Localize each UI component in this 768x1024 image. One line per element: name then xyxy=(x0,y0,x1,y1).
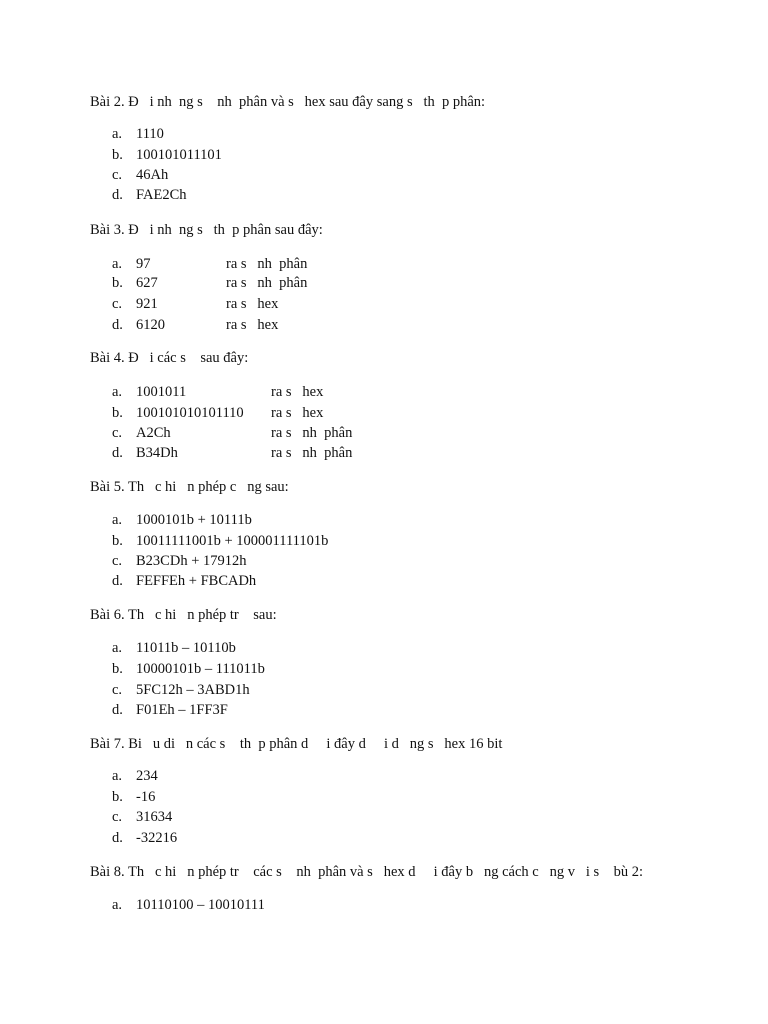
list-marker: a. xyxy=(112,768,123,784)
exercise-8-heading: Bài 8. Th c hi n phép tr các s nh phân và s hex d i đây b ng cách c ng v i s bù 2: xyxy=(90,864,644,880)
item-text: B34Dh xyxy=(136,445,178,461)
item-text: 31634 xyxy=(136,809,173,825)
list-marker: b. xyxy=(112,405,123,421)
item-note: ra s hex xyxy=(271,384,324,400)
list-marker: d. xyxy=(112,573,123,589)
list-marker: a. xyxy=(112,897,123,913)
item-text: FEFFEh + FBCADh xyxy=(136,573,257,589)
list-marker: c. xyxy=(112,809,123,825)
item-note: ra s hex xyxy=(271,405,324,421)
exercise-5-heading: Bài 5. Th c hi n phép c ng sau: xyxy=(90,479,289,495)
item-text: 234 xyxy=(136,768,158,784)
item-text: F01Eh – 1FF3F xyxy=(136,702,228,718)
item-text: 100101011101 xyxy=(136,147,222,163)
exercise-6-heading: Bài 6. Th c hi n phép tr sau: xyxy=(90,607,277,623)
item-text: 1110 xyxy=(136,126,164,142)
item-note: ra s nh phân xyxy=(271,425,353,441)
list-marker: b. xyxy=(112,275,123,291)
item-text: A2Ch xyxy=(136,425,171,441)
list-marker: a. xyxy=(112,256,123,272)
list-marker: a. xyxy=(112,512,123,528)
item-text: 10110100 – 10010111 xyxy=(136,897,265,913)
item-text: B23CDh + 17912h xyxy=(136,553,247,569)
item-text: 100101010101110 xyxy=(136,405,244,421)
list-marker: d. xyxy=(112,317,123,333)
item-text: 1000101b + 10111b xyxy=(136,512,252,528)
exercise-3-heading: Bài 3. Đ i nh ng s th p phân sau đây: xyxy=(90,222,323,238)
item-note: ra s nh phân xyxy=(226,275,308,291)
list-marker: b. xyxy=(112,661,123,677)
list-marker: b. xyxy=(112,147,123,163)
list-marker: a. xyxy=(112,640,123,656)
item-text: 10011111001b + 100001111101b xyxy=(136,533,329,549)
item-text: 97 xyxy=(136,256,151,272)
item-text: -16 xyxy=(136,789,156,805)
list-marker: d. xyxy=(112,445,123,461)
item-text: -32216 xyxy=(136,830,178,846)
item-text: FAE2Ch xyxy=(136,187,187,203)
list-marker: c. xyxy=(112,425,123,441)
list-marker: a. xyxy=(112,384,123,400)
list-marker: b. xyxy=(112,533,123,549)
item-text: 5FC12h – 3ABD1h xyxy=(136,682,250,698)
item-text: 46Ah xyxy=(136,167,169,183)
list-marker: c. xyxy=(112,682,123,698)
item-note: ra s hex xyxy=(226,317,279,333)
item-text: 627 xyxy=(136,275,158,291)
item-text: 6120 xyxy=(136,317,165,333)
list-marker: d. xyxy=(112,702,123,718)
exercise-4-heading: Bài 4. Đ i các s sau đây: xyxy=(90,350,249,366)
exercise-7-heading: Bài 7. Bi u di n các s th p phân d i đây d i d ng s hex 16 bit xyxy=(90,736,503,752)
item-text: 1001011 xyxy=(136,384,187,400)
exercise-2-heading: Bài 2. Đ i nh ng s nh phân và s hex sau đây sang s th p phân: xyxy=(90,94,486,110)
list-marker: d. xyxy=(112,187,123,203)
item-text: 10000101b – 111011b xyxy=(136,661,265,677)
list-marker: c. xyxy=(112,296,123,312)
item-note: ra s nh phân xyxy=(271,445,353,461)
list-marker: a. xyxy=(112,126,123,142)
list-marker: b. xyxy=(112,789,123,805)
item-text: 921 xyxy=(136,296,158,312)
list-marker: c. xyxy=(112,553,123,569)
item-note: ra s hex xyxy=(226,296,279,312)
list-marker: c. xyxy=(112,167,123,183)
item-note: ra s nh phân xyxy=(226,256,308,272)
list-marker: d. xyxy=(112,830,123,846)
item-text: 11011b – 10110b xyxy=(136,640,236,656)
